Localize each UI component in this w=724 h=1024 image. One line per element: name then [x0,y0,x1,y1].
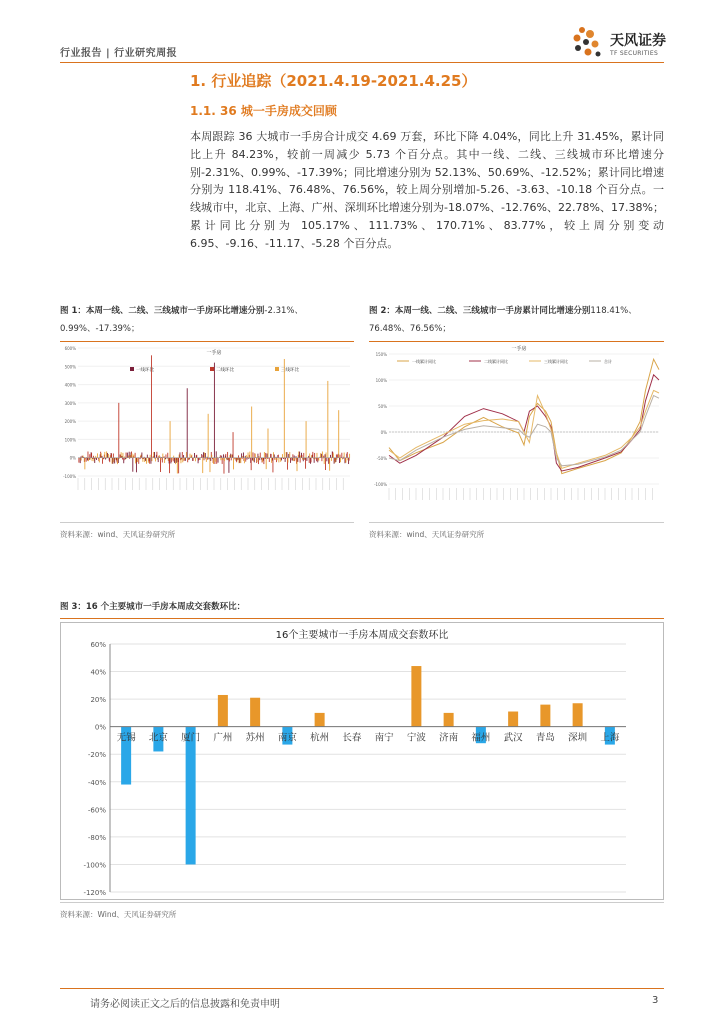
chart-title: 16个主要城市一手房本周成交套数环比 [275,630,449,641]
figure2-top-rule [369,341,664,342]
page-number: 3 [652,995,659,1006]
x-tick-label: 宁波 [406,732,426,744]
y-tick-label: -100% [83,861,106,870]
y-tick-label: 300% [64,400,76,406]
x-tick-label: 青岛 [535,732,555,744]
figure3-chart [60,622,664,900]
figure1-top-rule [60,341,354,342]
figure2-bottom-rule [369,522,664,523]
y-tick-label: 0% [94,723,106,732]
y-tick-label: 600% [64,346,76,351]
y-tick-label: 500% [64,364,76,370]
logo-subtext: TF SECURITIES [610,50,659,57]
legend-label: 三线累计同比 [544,359,568,364]
bar [186,727,196,865]
bar [411,666,421,727]
logo-text: 天风证券 [610,33,666,49]
x-tick-label: 苏州 [245,732,265,744]
x-tick-label: 厦门 [181,732,201,744]
legend-swatch [130,367,134,371]
y-tick-label: 0% [69,455,76,461]
section-heading: 1. 行业追踪（2021.4.19-2021.4.25） [190,72,477,90]
series-line [389,375,659,471]
bar [508,712,518,727]
legend-label: 三线环比 [281,368,299,373]
y-tick-label: 200% [64,419,76,425]
figure2-source: 资料来源：wind、天风证券研究所 [369,530,485,539]
figure2-title [369,302,665,338]
y-tick-label: -60% [87,806,106,815]
chart-title: 一手房 [206,350,222,356]
x-tick-label: 广州 [213,732,233,744]
x-tick-label: 南京 [277,732,297,744]
bar [540,705,550,727]
figure1-bottom-rule [60,522,354,523]
footer-disclaimer: 请务必阅读正文之后的信息披露和免责申明 [90,999,280,1010]
x-tick-label: 深圳 [568,732,588,744]
bar [315,713,325,727]
y-tick-label: -80% [87,833,106,842]
x-tick-label: 长春 [342,732,362,744]
x-tick-label: 武汉 [503,732,523,744]
y-tick-label: 60% [90,641,106,649]
y-tick-label: 150% [375,352,387,357]
chart-title: 一手房 [511,346,527,352]
figure2-chart [369,344,664,520]
tf-logo-icon [568,24,608,60]
x-tick-label: 济南 [439,732,459,744]
subsection-heading: 1.1. 36 城一手房成交回顾 [190,104,337,118]
y-tick-label: -40% [87,778,106,787]
figure3-title: 图 3：16 个主要城市一手房本周成交套数环比： [60,602,246,612]
y-tick-label: 100% [375,378,387,383]
x-tick-label: 南宁 [374,732,394,744]
legend-label: 一线环比 [136,368,154,373]
y-tick-label: 50% [378,404,387,409]
figure1-chart [60,344,354,520]
figure2-title-bold: 图 2：本周一线、二线、三线城市一手房累计同比增速分别 [369,306,591,316]
y-tick-label: 40% [90,668,106,677]
x-tick-label: 上海 [600,732,620,744]
x-tick-label: 福州 [471,732,491,744]
y-tick-label: 0% [380,430,387,435]
bar [573,703,583,726]
legend-swatch [210,367,214,371]
legend-label: 合计 [604,359,612,364]
series-line [389,359,659,473]
series-line [389,390,659,468]
y-tick-label: 100% [64,437,76,443]
legend-label: 二线累计同比 [484,359,508,364]
body-paragraph: 本周跟踪 36 大城市一手房合计成交 4.69 万套，环比下降 4.04%，同比上升 31.45%，累计同比上升 84.23%，较前一周减少 5.73 个百分点。其中一线、二线、三线城市环比增速分别-2.31%、0.99%、-17.39%；同比增速分别为 52.13%、50.69%、-12.52%；累计同比增速分别为 118.41%、76.48%、76.56%，较上周分别增加-5.26、-3.63、-10.18 个百分点。一线城市中，北京、上海、广州、深圳环比增速分别为-18.07%、-12.76%、22.78%、17.38%；累计同比分别为 105.17%、111.73%、170.71%、83.77%，较上周分别变动 6.95、-9.16、-11.17、-5.28 个百分点。 [190,130,664,250]
chart-frame [61,623,664,900]
legend-label: 二线环比 [216,368,234,373]
y-tick-label: -20% [87,751,106,760]
bar [444,713,454,727]
figure3-bottom-rule [60,902,664,903]
figure1-title-bold: 图 1：本周一线、二线、三线城市一手房环比增速分别 [60,306,265,316]
y-tick-label: -50% [376,456,387,461]
header-divider [60,62,664,63]
footer-divider [60,988,664,989]
x-tick-label: 杭州 [310,732,330,744]
x-tick-label: 无锡 [116,732,136,744]
figure3-top-rule [60,618,664,619]
figure3-source: 资料来源：Wind、天风证券研究所 [60,910,177,919]
legend-label: 一线累计同比 [412,359,436,364]
figure2-title-rest: 118.41%、76.48%、76.56%； [369,306,637,334]
figure1-title [60,302,356,338]
bar [218,695,228,727]
y-tick-label: 400% [64,382,76,388]
legend-swatch [275,367,279,371]
report-type-label: 行业报告 | 行业研究周报 [60,48,178,59]
bar [250,698,260,727]
y-tick-label: -100% [374,482,387,487]
figure1-title-rest: -2.31%、0.99%、-17.39%； [60,306,303,334]
y-tick-label: 20% [90,696,106,705]
y-tick-label: -100% [63,474,76,479]
figure1-source: 资料来源：wind、天风证券研究所 [60,530,176,539]
x-tick-label: 北京 [148,732,168,744]
y-tick-label: -120% [83,889,106,897]
